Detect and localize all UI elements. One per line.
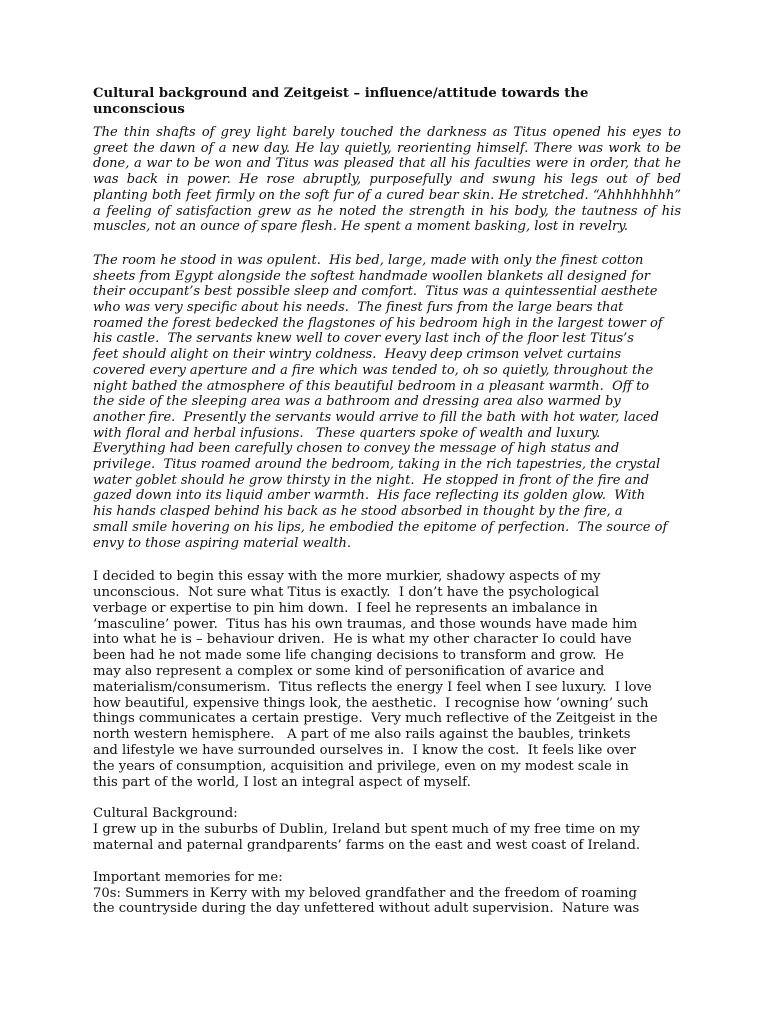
- paragraph-line: small smile hovering on his lips, he embodied the epitome of perfection. The source of: [93, 519, 668, 535]
- paragraph-line: 70s: Summers in Kerry with my beloved grandfather and the freedom of roaming: [93, 885, 637, 901]
- paragraph-line: water goblet should he grow thirsty in the night. He stopped in front of the fire and: [93, 472, 650, 488]
- paragraph-line: how beautiful, expensive things look, the aesthetic. I recognise how ‘owning’ such: [93, 695, 649, 711]
- paragraph-line: materialism/consumerism. Titus reflects the energy I feel when I see luxury. I love: [93, 679, 652, 695]
- paragraph-line: their occupant’s best possible sleep and comfort. Titus was a quintessential aesthete: [93, 284, 658, 300]
- paragraph-line: may also represent a complex or some kind of personification of avarice and: [93, 664, 605, 680]
- paragraph-line: with floral and herbal infusions. These quarters spoke of wealth and luxury.: [93, 425, 601, 441]
- paragraph-line: north western hemisphere. A part of me also rails against the baubles, trinkets: [93, 727, 631, 743]
- paragraph-line: his hands clasped behind his back as he stood absorbed in thought by the fire, a: [93, 504, 623, 520]
- paragraph-line: roamed the forest bedecked the flagstones of his bedroom high in the largest tower of: [93, 315, 663, 331]
- paragraph-line: been had he not made some life changing decisions to transform and grow. He: [93, 648, 624, 664]
- section-heading: Important memories for me:: [93, 869, 283, 885]
- paragraph-line: unconscious. Not sure what Titus is exactly. I don’t have the psychological: [93, 585, 600, 601]
- paragraph-line: verbage or expertise to pin him down. I feel he represents an imbalance in: [93, 600, 598, 616]
- paragraph-line: sheets from Egypt alongside the softest handmade woollen blankets all designed for: [93, 268, 650, 284]
- paragraph-line: ‘masculine’ power. Titus has his own traumas, and those wounds have made him: [93, 616, 638, 632]
- paragraph-line: the years of consumption, acquisition and privilege, even on my modest scale in: [93, 758, 629, 774]
- title-line: unconscious: [93, 102, 185, 117]
- paragraph-line: I grew up in the suburbs of Dublin, Ireland but spent much of my free time on my: [93, 822, 640, 838]
- paragraph-line: covered every aperture and a fire which was tended to, oh so quietly, throughout the: [93, 362, 654, 378]
- cultural-background-section: [93, 806, 681, 853]
- paragraph-line: envy to those aspiring material wealth.: [93, 535, 351, 551]
- paragraph-line: maternal and paternal grandparents’ farms on the east and west coast of Ireland.: [93, 838, 641, 854]
- title-line: Cultural background and Zeitgeist – influence/attitude towards the: [93, 86, 589, 101]
- narrative-paragraph-2: [93, 253, 681, 551]
- paragraph-line: into what he is – behaviour driven. He is what my other character Io could have: [93, 632, 632, 648]
- paragraph-line: Everything had been carefully chosen to convey the message of high status and: [93, 441, 620, 457]
- essay-title: [93, 86, 681, 118]
- paragraph-line: and lifestyle we have surrounded ourselves in. I know the cost. It feels like over: [93, 743, 636, 759]
- paragraph-line: another fire. Presently the servants would arrive to fill the bath with hot water, laced: [93, 409, 659, 425]
- paragraph-line: things communicates a certain prestige. Very much reflective of the Zeitgeist in the: [93, 711, 658, 727]
- paragraph-line: night bathed the atmosphere of this beautiful bedroom in a pleasant warmth. Off to: [93, 378, 650, 394]
- paragraph-line: this part of the world, I lost an integral aspect of myself.: [93, 774, 471, 790]
- document-page: [93, 86, 681, 933]
- narrative-paragraph-1: The thin shafts of grey light barely touched the darkness as Titus opened his eyes to greet the dawn of a new day. He lay quietly, reorienting himself. There was work to be done, a war to be won and Titus was pleased that all his faculties were in order, that he was back in power. He rose abruptly, purposefully and swung his legs out of bed planting both feet firmly on the soft fur of a cured bear skin. He stretched. “Ahhhhhhhh” a feeling of satisfaction grew as he noted the strength in his body, the tautness of his muscles, not an ounce of spare flesh. He spent a moment basking, lost in revelry.: [93, 125, 681, 235]
- paragraph-line: feet should alight on their wintry coldness. Heavy deep crimson velvet curtains: [93, 347, 621, 363]
- paragraph-line: the side of the sleeping area was a bathroom and dressing area also warmed by: [93, 394, 621, 410]
- paragraph-line: The room he stood in was opulent. His bed, large, made with only the finest cotton: [93, 252, 644, 268]
- paragraph-line: his castle. The servants knew well to cover every last inch of the floor lest Titus’s: [93, 331, 634, 347]
- paragraph-line: who was very specific about his needs. The finest furs from the large bears that: [93, 300, 624, 316]
- paragraph-line: I decided to begin this essay with the more murkier, shadowy aspects of my: [93, 569, 601, 585]
- paragraph-line: privilege. Titus roamed around the bedroom, taking in the rich tapestries, the crystal: [93, 457, 661, 473]
- paragraph-line: the countryside during the day unfettered without adult supervision. Nature was: [93, 901, 640, 917]
- important-memories-section: [93, 870, 681, 917]
- reflection-paragraph: [93, 569, 681, 790]
- section-heading: Cultural Background:: [93, 806, 238, 822]
- paragraph-line: gazed down into its liquid amber warmth. His face reflecting its golden glow. With: [93, 488, 646, 504]
